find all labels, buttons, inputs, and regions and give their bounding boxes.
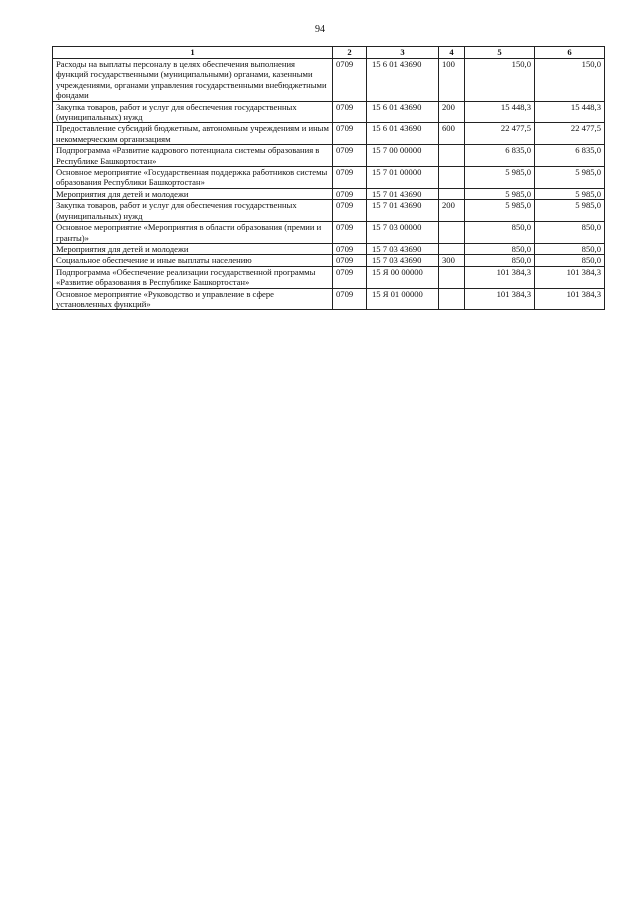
column-header: 5 — [465, 47, 535, 59]
table-header-row — [53, 47, 605, 59]
table-row — [53, 243, 605, 254]
amount-cell: 15 448,3 — [535, 101, 605, 123]
target-item-cell: 15 6 01 43690 — [367, 101, 439, 123]
expense-type-cell: 200 — [439, 101, 465, 123]
amount-cell: 850,0 — [465, 255, 535, 266]
target-item-cell: 15 7 01 43690 — [367, 188, 439, 199]
target-item-cell: 15 Я 01 00000 — [367, 288, 439, 310]
expense-type-cell: 300 — [439, 255, 465, 266]
table-row — [53, 101, 605, 123]
amount-cell: 22 477,5 — [535, 123, 605, 145]
row-name-cell: Закупка товаров, работ и услуг для обеспечения государственных (муниципальных) нужд — [53, 101, 333, 123]
expense-type-cell — [439, 145, 465, 167]
target-item-cell: 15 7 00 00000 — [367, 145, 439, 167]
expense-type-cell — [439, 188, 465, 199]
target-item-cell: 15 6 01 43690 — [367, 123, 439, 145]
row-name-cell: Расходы на выплаты персоналу в целях обеспечения выполнения функций государственными (муниципальными) органами, казенными учреждениями, органами управления государственными внебюджетными фондами — [53, 59, 333, 102]
row-name-cell: Подпрограмма «Обеспечение реализации государственной программы «Развитие образования в Республике Башкортостан» — [53, 266, 333, 288]
section-code-cell: 0709 — [333, 101, 367, 123]
section-code-cell: 0709 — [333, 59, 367, 102]
target-item-cell: 15 7 03 00000 — [367, 222, 439, 244]
amount-cell: 22 477,5 — [465, 123, 535, 145]
expense-type-cell — [439, 288, 465, 310]
page-number: 94 — [315, 24, 325, 35]
column-header: 3 — [367, 47, 439, 59]
table-row — [53, 145, 605, 167]
section-code-cell: 0709 — [333, 167, 367, 189]
expense-type-cell: 600 — [439, 123, 465, 145]
amount-cell: 850,0 — [535, 222, 605, 244]
amount-cell: 150,0 — [535, 59, 605, 102]
expense-type-cell — [439, 266, 465, 288]
target-item-cell: 15 7 01 00000 — [367, 167, 439, 189]
section-code-cell: 0709 — [333, 222, 367, 244]
column-header: 6 — [535, 47, 605, 59]
target-item-cell: 15 7 03 43690 — [367, 243, 439, 254]
section-code-cell: 0709 — [333, 145, 367, 167]
expense-type-cell: 100 — [439, 59, 465, 102]
table-body — [53, 59, 605, 310]
row-name-cell: Мероприятия для детей и молодежи — [53, 188, 333, 199]
target-item-cell: 15 6 01 43690 — [367, 59, 439, 102]
column-header: 2 — [333, 47, 367, 59]
amount-cell: 101 384,3 — [465, 266, 535, 288]
table-row — [53, 200, 605, 222]
section-code-cell: 0709 — [333, 188, 367, 199]
amount-cell: 150,0 — [465, 59, 535, 102]
amount-cell: 5 985,0 — [465, 188, 535, 199]
expense-type-cell — [439, 222, 465, 244]
table-row — [53, 123, 605, 145]
row-name-cell: Предоставление субсидий бюджетным, автономным учреждениям и иным некоммерческим организациям — [53, 123, 333, 145]
table-row — [53, 59, 605, 102]
amount-cell: 101 384,3 — [465, 288, 535, 310]
table-row — [53, 188, 605, 199]
section-code-cell: 0709 — [333, 255, 367, 266]
table-row — [53, 288, 605, 310]
row-name-cell: Социальное обеспечение и иные выплаты населению — [53, 255, 333, 266]
column-header: 4 — [439, 47, 465, 59]
expense-type-cell — [439, 167, 465, 189]
amount-cell: 850,0 — [535, 255, 605, 266]
amount-cell: 850,0 — [465, 222, 535, 244]
amount-cell: 15 448,3 — [465, 101, 535, 123]
amount-cell: 5 985,0 — [465, 167, 535, 189]
row-name-cell: Подпрограмма «Развитие кадрового потенциала системы образования в Республике Башкортостан» — [53, 145, 333, 167]
expense-type-cell: 200 — [439, 200, 465, 222]
amount-cell: 5 985,0 — [535, 188, 605, 199]
section-code-cell: 0709 — [333, 200, 367, 222]
amount-cell: 5 985,0 — [535, 200, 605, 222]
table-row — [53, 167, 605, 189]
row-name-cell: Закупка товаров, работ и услуг для обеспечения государственных (муниципальных) нужд — [53, 200, 333, 222]
row-name-cell: Основное мероприятие «Руководство и управление в сфере установленных функций» — [53, 288, 333, 310]
table-row — [53, 255, 605, 266]
table-row — [53, 266, 605, 288]
amount-cell: 6 835,0 — [535, 145, 605, 167]
amount-cell: 850,0 — [465, 243, 535, 254]
column-header: 1 — [53, 47, 333, 59]
budget-table — [52, 46, 605, 310]
amount-cell: 6 835,0 — [465, 145, 535, 167]
target-item-cell: 15 7 03 43690 — [367, 255, 439, 266]
row-name-cell: Основное мероприятие «Мероприятия в области образования (премии и гранты)» — [53, 222, 333, 244]
amount-cell: 5 985,0 — [465, 200, 535, 222]
section-code-cell: 0709 — [333, 243, 367, 254]
amount-cell: 101 384,3 — [535, 266, 605, 288]
target-item-cell: 15 Я 00 00000 — [367, 266, 439, 288]
target-item-cell: 15 7 01 43690 — [367, 200, 439, 222]
row-name-cell: Мероприятия для детей и молодежи — [53, 243, 333, 254]
section-code-cell: 0709 — [333, 266, 367, 288]
amount-cell: 5 985,0 — [535, 167, 605, 189]
expense-type-cell — [439, 243, 465, 254]
row-name-cell: Основное мероприятие «Государственная поддержка работников системы образования Республики Башкортостан» — [53, 167, 333, 189]
section-code-cell: 0709 — [333, 288, 367, 310]
table-row — [53, 222, 605, 244]
section-code-cell: 0709 — [333, 123, 367, 145]
amount-cell: 850,0 — [535, 243, 605, 254]
amount-cell: 101 384,3 — [535, 288, 605, 310]
